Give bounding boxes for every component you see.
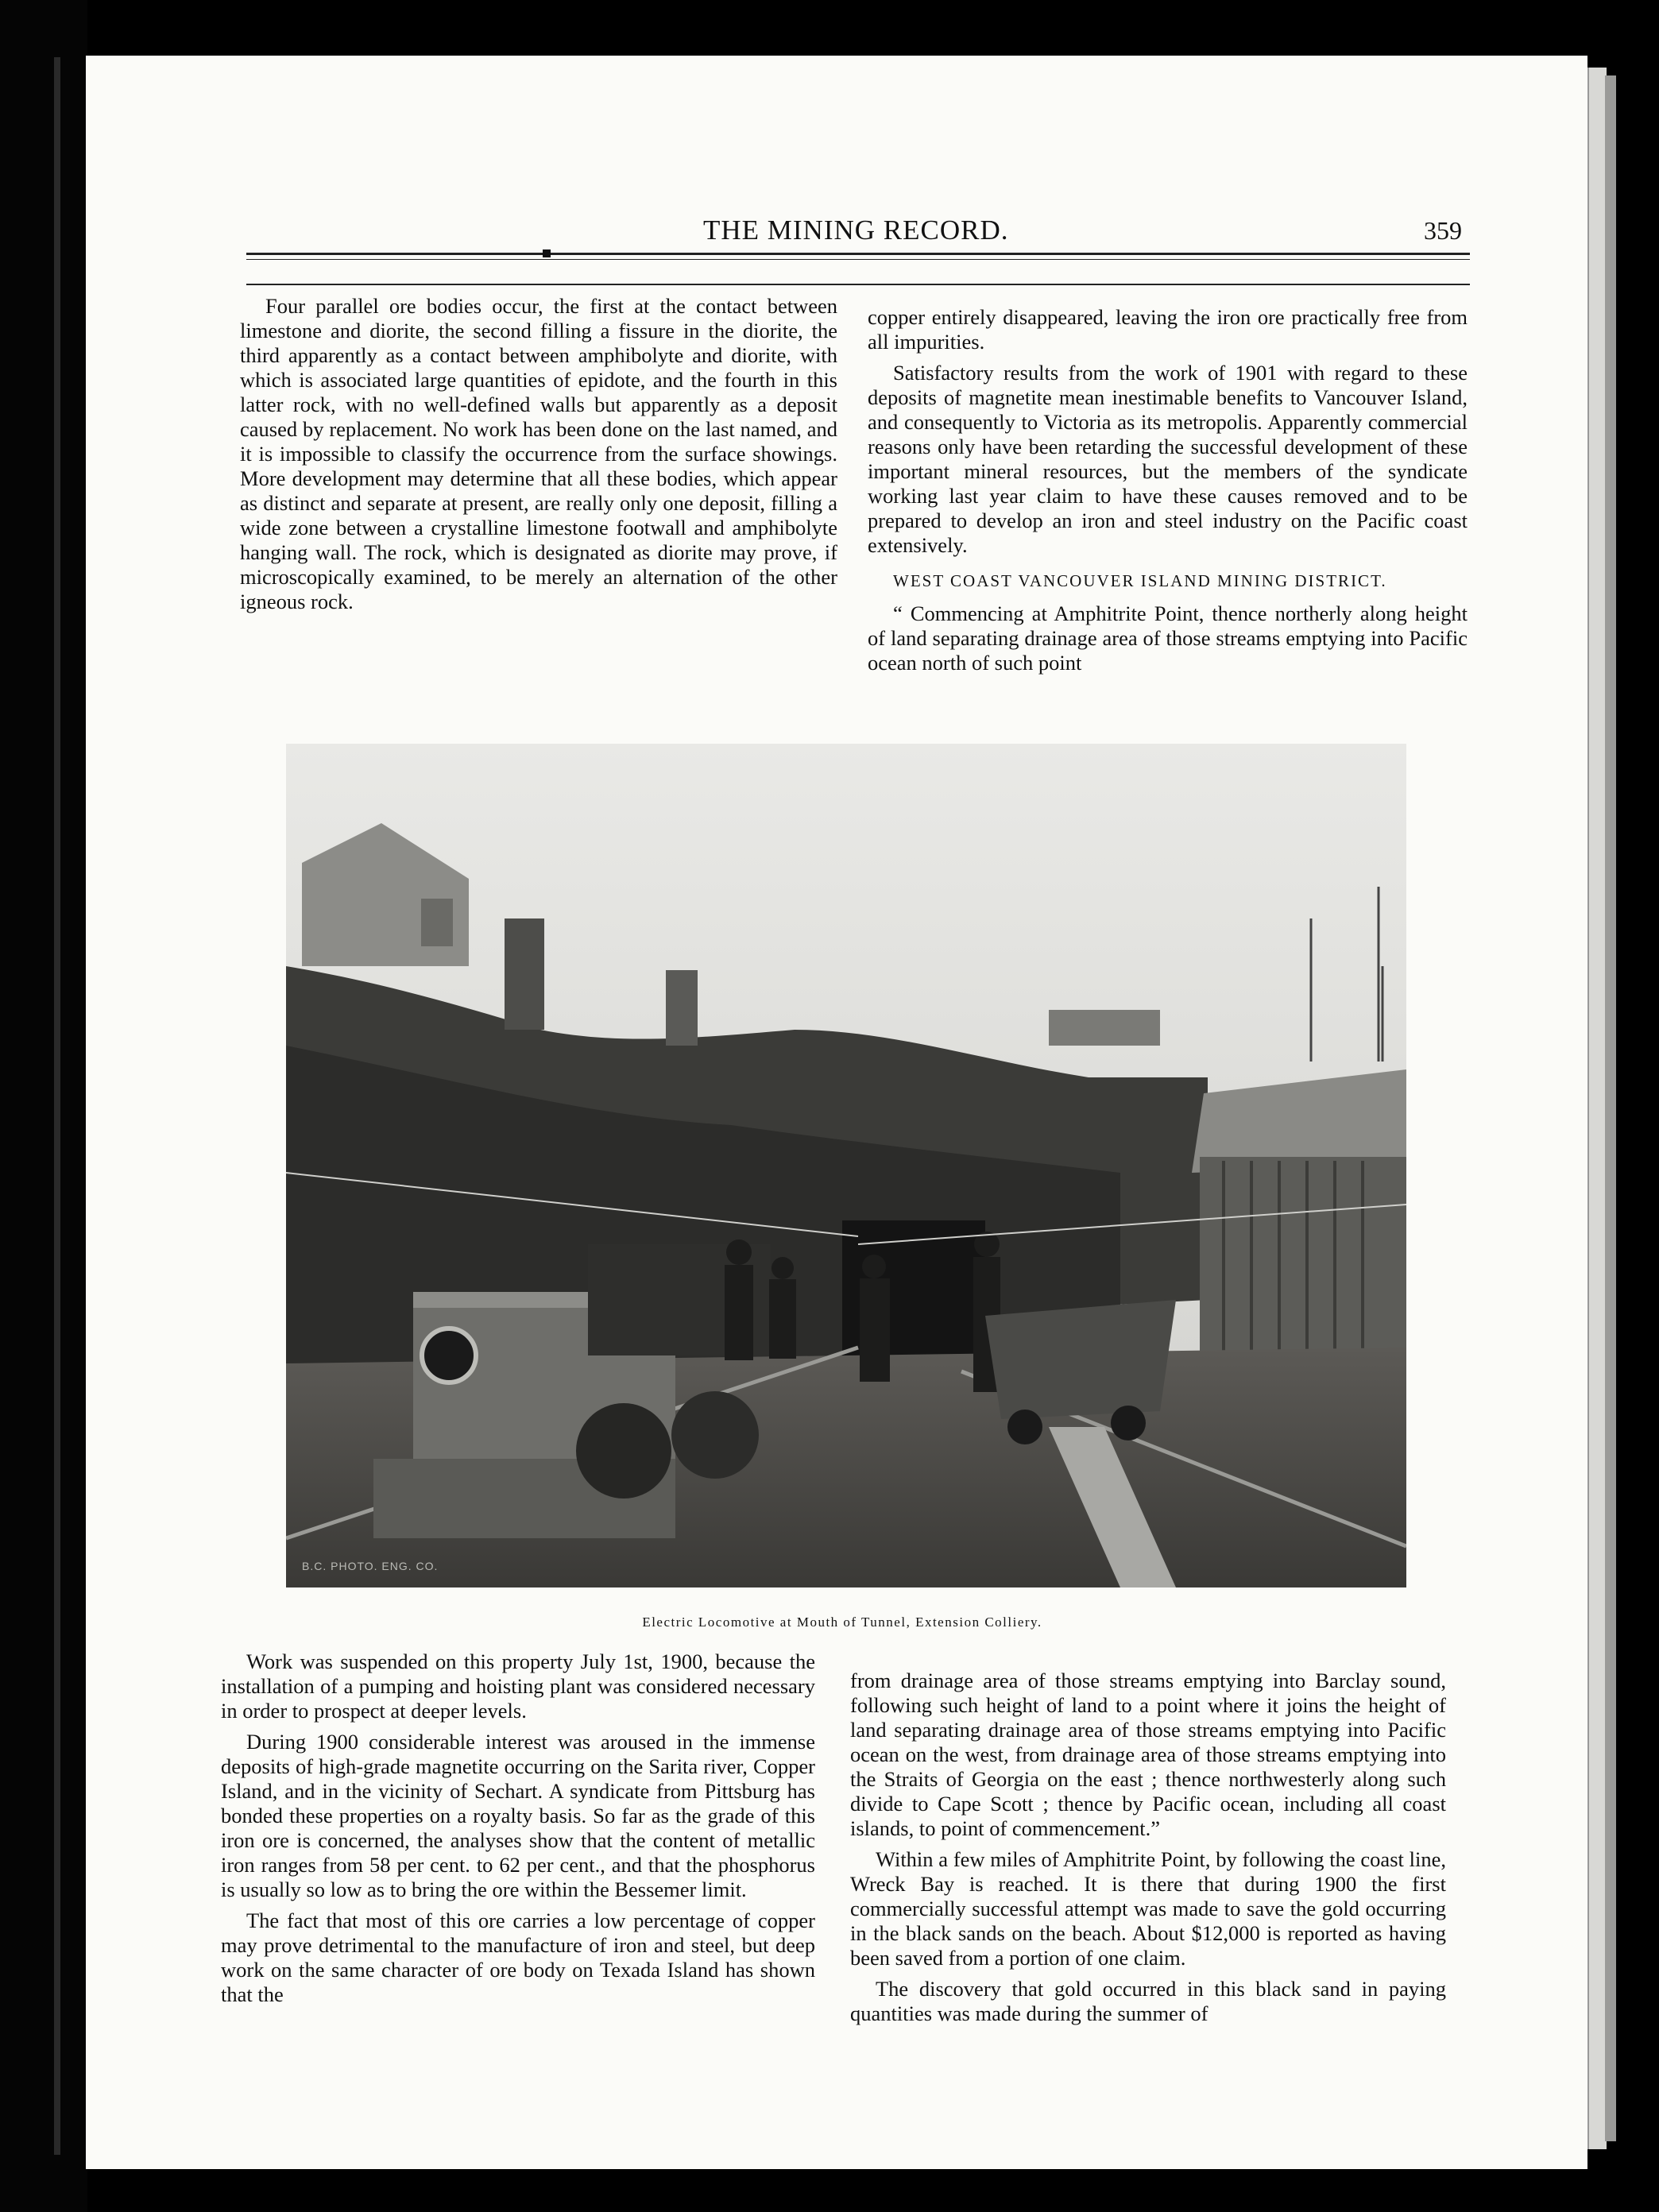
paragraph: The fact that most of this ore carries a low percentage of copper may prove detrimental to the manufacture of iron and steel, but deep work on the same character of ore body on Texada Island has shown that the (221, 1908, 815, 2006)
header-rule-ornament (543, 249, 551, 257)
column-top-left (240, 294, 837, 614)
paragraph: “ Commencing at Amphitrite Point, thence northerly along height of land separating drainage area of those streams emptying into Pacific ocean north of such point (868, 601, 1468, 675)
paragraph: The discovery that gold occurred in this black sand in paying quantities was made during the summer of (850, 1977, 1446, 2025)
column-bottom-left (221, 1649, 815, 2007)
paragraph: copper entirely disappeared, leaving the iron ore practically free from all impurities. (868, 305, 1468, 354)
header-rule-thin (246, 259, 1470, 260)
paragraph: Satisfactory results from the work of 1901 with regard to these deposits of magnetite mean inestimable benefits to Vancouver Island, and consequently to Victoria as its metropolis. Apparently commercial reasons only have been retarding the successful development of these important mineral resources, but the members of the syndicate working last year claim to have these causes removed and to be prepared to develop an iron and steel industry on the Pacific coast extensively. (868, 361, 1468, 557)
page-stack-shadow (1605, 75, 1616, 2141)
paragraph: from drainage area of those streams emptying into Barclay sound, following such height of land to a point where it joins the height of land separating drainage area of those streams emptying into Pacific ocean on the west, from drainage area of those streams emptying into the Straits of Georgia on the east ; thence northwesterly along such divide to Cape Scott ; thence by Pacific ocean, including all coast islands, to point of commencement.” (850, 1669, 1446, 1840)
header-rule-thick (246, 253, 1470, 255)
left-page-edge (54, 57, 60, 2155)
page-number: 359 (1424, 216, 1462, 245)
column-top-right (868, 305, 1468, 675)
paragraph: Work was suspended on this property July 1st, 1900, because the installation of a pumping and hoisting plant was considered necessary in order to prospect at deeper levels. (221, 1649, 815, 1723)
running-head (246, 215, 1462, 254)
book-binding-gutter (0, 0, 87, 2212)
photo-illustration (286, 744, 1406, 1587)
paragraph: Four parallel ore bodies occur, the first at the contact between limestone and diorite, the second filling a fissure in the diorite, the third apparently as a contact between amphibolyte and diorite, with which is associated large quantities of epidote, and the fourth in this latter rock, with no well-defined walls but apparently as a deposit caused by replacement. No work has been done on the last named, and it is impossible to classify the occurrence from the surface showings. More development may determine that all these bodies, which appear as distinct and separate at present, are really only one deposit, filling a wide zone between a crystalline limestone footwall and amphibolyte hanging wall. The rock, which is designated as diorite may prove, if microscopically examined, to be merely an alternation of the other igneous rock. (240, 294, 837, 613)
paragraph: Within a few miles of Amphitrite Point, by following the coast line, Wreck Bay is reached. It is there that during 1900 the first commercially successful attempt was made to save the gold occurring in the black sands on the beach. About $12,000 is reported as having been saved from a portion of one claim. (850, 1847, 1446, 1970)
page-stack-edge (1587, 68, 1607, 2149)
halftone-photograph (286, 744, 1406, 1587)
photo-caption: Electric Locomotive at Mouth of Tunnel, Extension Colliery. (642, 1615, 1042, 1630)
column-bottom-right (850, 1669, 1446, 2026)
photo-engraver-credit: B.C. PHOTO. ENG. CO. (302, 1560, 439, 1572)
paragraph: During 1900 considerable interest was aroused in the immense deposits of high-grade magnetite occurring on the Sarita river, Copper Island, and in the vicinity of Sechart. A syndicate from Pittsburg has bonded these properties on a royalty basis. So far as the grade of this iron ore is concerned, the analyses show that the content of metallic iron ranges from 58 per cent. to 62 per cent., and that the phosphorus is usually so low as to bring the ore within the Bessemer limit. (221, 1730, 815, 1901)
header-rule-lower (246, 284, 1470, 285)
section-heading: WEST COAST VANCOUVER ISLAND MINING DISTRICT. (893, 571, 1387, 590)
journal-title: THE MINING RECORD. (703, 215, 1009, 246)
